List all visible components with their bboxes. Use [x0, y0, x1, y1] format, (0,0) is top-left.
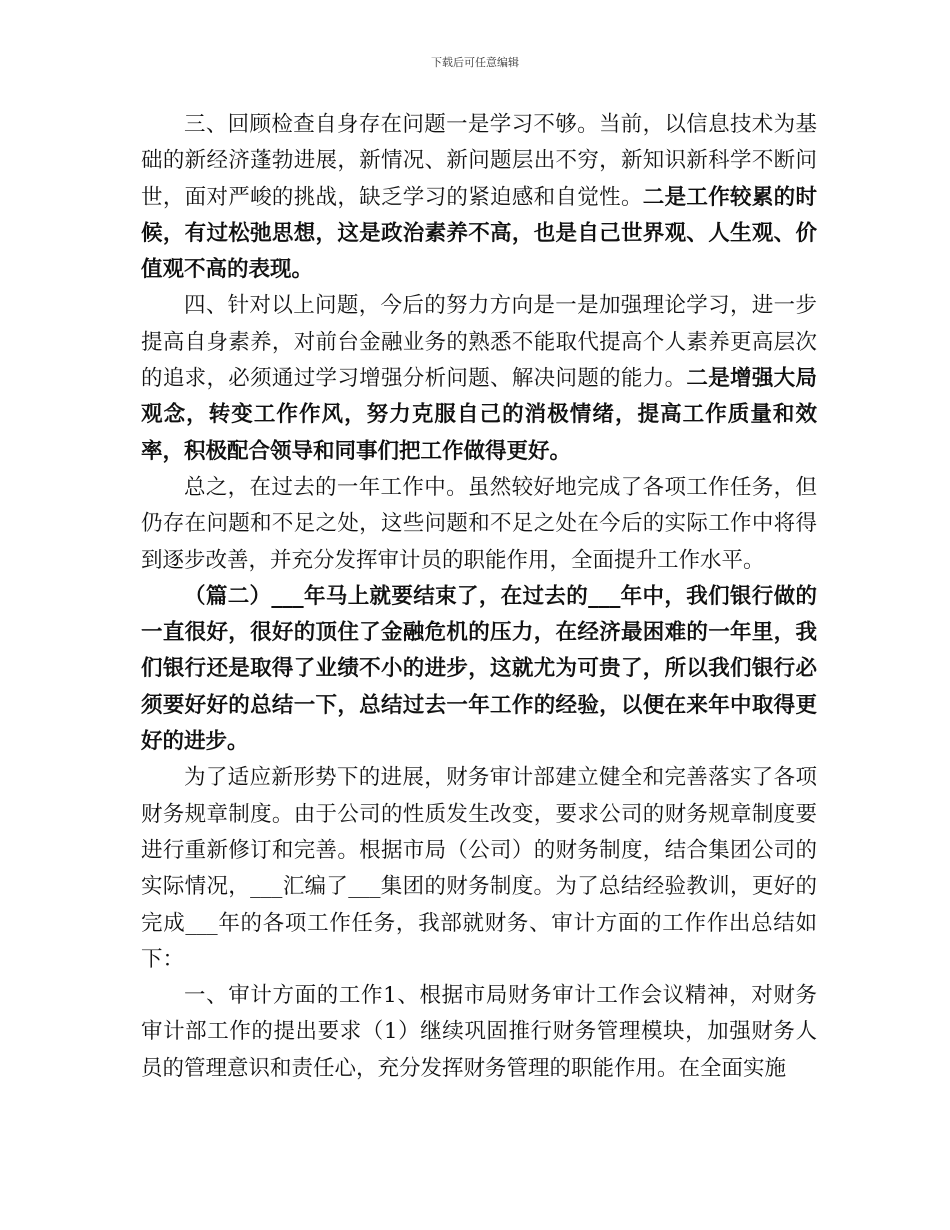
paragraph-bold-text: （篇二）___年马上就要结束了，在过去的___年中，我们银行做的一直很好，很好的顶住了金融危机的压力，在经济最困难的一年里，我们银行还是取得了业绩不小的进步，这就尤为可贵了，所以我们银行必须要好好的总结一下，总结过去一年工作的经验，以便在来年中取得更好的进步。	[141, 583, 817, 755]
paragraph-finance-rules	[141, 760, 817, 978]
paragraph-text: 三、回顾检查自身存在问题一是学习不够。当前，以信息技术为基础的新经济蓬勃进展，新情况、新问题层出不穷，新知识新科学不断问世，面对严峻的挑战，缺乏学习的紧迫感和自觉性。	[141, 112, 817, 210]
paragraph-review-problems	[141, 107, 817, 288]
page-header: 下载后可任意编辑	[431, 56, 519, 69]
paragraph-text: 总之，在过去的一年工作中。虽然较好地完成了各项工作任务，但仍存在问题和不足之处，这些问题和不足之处在今后的实际工作中将得到逐步改善，并充分发挥审计员的职能作用，全面提升工作水平。	[141, 474, 817, 573]
paragraph-audit-work	[141, 978, 817, 1087]
paragraph-text: 四、针对以上问题，今后的努力方向是一是加强理论学习，进一步提高自身素养，对前台金融业务的熟悉不能取代提高个人素养更高层次的追求，必须通过学习增强分析问题、解决问题的能力。	[141, 293, 817, 392]
paragraph-text: 为了适应新形势下的进展，财务审计部建立健全和完善落实了各项财务规章制度。由于公司的性质发生改变，要求公司的财务规章制度要进行重新修订和完善。根据市局（公司）的财务制度，结合集团公司的实际情况，___汇编了___集团的财务制度。为了总结经验教训，更好的完成___年的各项工作任务，我部就财务、审计方面的工作作出总结如下：	[141, 765, 817, 972]
paragraph-bold-text: 二是增强大局观念，转变工作作风，努力克服自己的消极情绪，提高工作质量和效率，积极配合领导和同事们把工作做得更好。	[141, 366, 817, 464]
paragraph-text: 一、审计方面的工作1、根据市局财务审计工作会议精神，对财务审计部工作的提出要求（1）继续巩固推行财务管理模块，加强财务人员的管理意识和责任心，充分发挥财务管理的职能作用。在全面实施	[141, 983, 817, 1081]
paragraph-part-two-intro	[141, 579, 817, 760]
document-body	[141, 107, 817, 1087]
paragraph-summary	[141, 470, 817, 579]
paragraph-bold-text: 二是工作较累的时候，有过松弛思想，这是政治素养不高，也是自己世界观、人生观、价值观不高的表现。	[141, 184, 817, 283]
paragraph-improvement-direction	[141, 288, 817, 469]
